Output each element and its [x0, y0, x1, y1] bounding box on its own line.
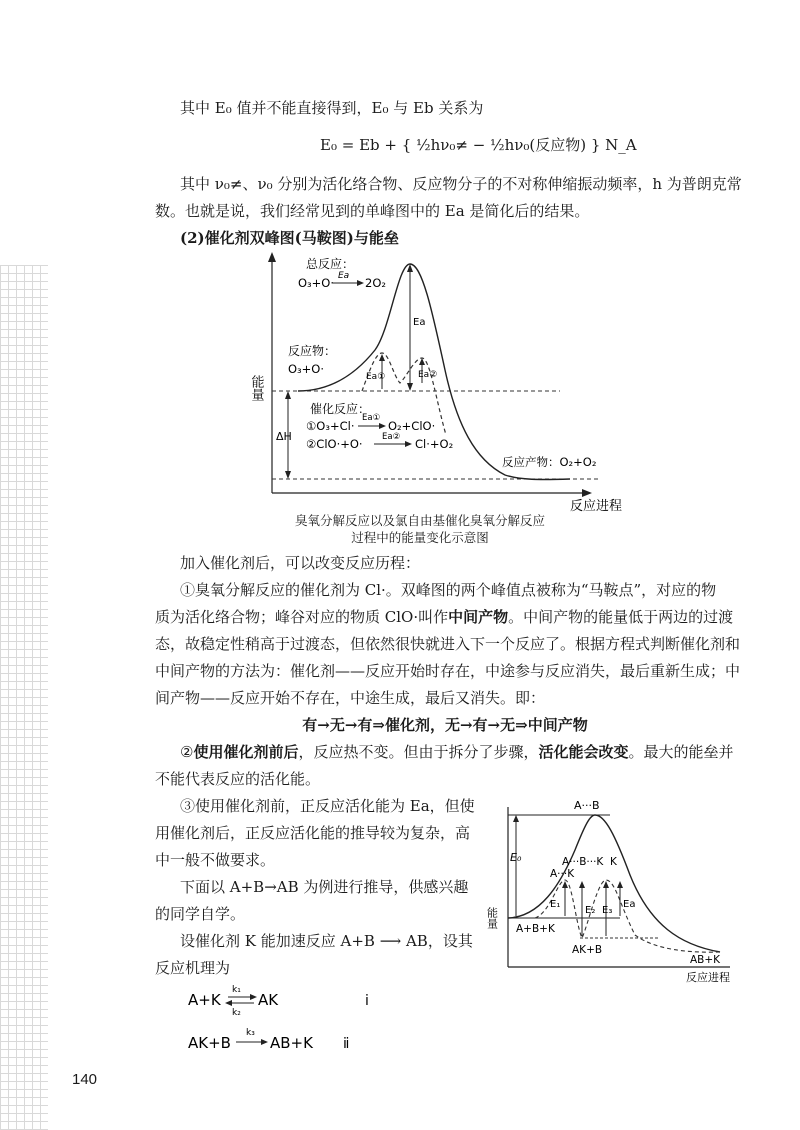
- e0-label: E₀: [510, 851, 522, 864]
- p6-line2: 反应机理为: [155, 959, 231, 977]
- intro-line3: 数。也就是说，我们经常见到的单峰图中的 Ea 是简化后的结果。: [155, 202, 590, 220]
- ts2-label: A···B···K: [562, 856, 604, 868]
- p4-line2: 用催化剂后，正反应活化能的推导较为复杂，高: [155, 824, 471, 842]
- e1-label: E₁: [550, 899, 561, 910]
- mechanism-equations: [180, 980, 380, 1060]
- intro-line2: 其中 ν₀≠、ν₀ 分别为活化络合物、反应物分子的不对称伸缩振动频率，h 为普朗克常: [180, 175, 742, 193]
- step1-right: O₂+ClO·: [388, 419, 436, 433]
- top-label: A···B: [574, 799, 600, 812]
- eq1-right: AK: [258, 991, 279, 1009]
- ts1-label: A···K: [550, 868, 575, 880]
- caption-line1: 臭氧分解反应以及氯自由基催化臭氧分解反应: [294, 513, 545, 528]
- p2-line4: 中间产物的方法为：催化剂——反应开始时存在，中途参与反应消失，最后重新生成；中: [155, 662, 741, 680]
- eq1-tag: ⅰ: [365, 993, 369, 1009]
- eq1-k2: k₂: [232, 1008, 241, 1018]
- svg-text:K: K: [610, 856, 617, 868]
- e3-label: E₃: [602, 905, 613, 916]
- p2-line2: 质为活化络合物；峰谷对应的物质 ClO·叫作中间产物。中间产物的能量低于两边的过渡: [155, 608, 734, 626]
- energy-diagram-2: [485, 795, 740, 990]
- catalyzed-curve: [535, 880, 720, 952]
- rule-line: 有→无→有⇒催化剂，无→有→无⇒中间产物: [302, 716, 588, 734]
- intermediate-label: AK+B: [572, 944, 603, 956]
- products-label: AB+K: [690, 954, 721, 966]
- e2-label: E₂: [585, 905, 596, 916]
- eq1-k1: k₁: [232, 985, 241, 995]
- ea-label: Ea: [413, 317, 426, 328]
- overall-product: 2O₂: [365, 276, 386, 290]
- x-axis-label: 反应进程: [686, 971, 730, 984]
- p5-line2: 的同学自学。: [155, 905, 246, 923]
- y-axis-label: 能量: [485, 907, 499, 929]
- ea-label: Ea: [623, 899, 636, 910]
- p4-line1: ③使用催化剂前，正反应活化能为 Ea，但使: [180, 797, 475, 815]
- step2-right: Cl·+O₂: [415, 437, 454, 451]
- section-title: (2)催化剂双峰图(马鞍图)与能垒: [180, 229, 399, 247]
- overall-label: 总反应：: [306, 257, 355, 271]
- overall-eq-ea: Ea: [338, 271, 350, 281]
- catalytic-label: 催化反应：: [310, 402, 371, 416]
- grid-margin-decoration: [0, 265, 48, 1130]
- p2-line1: ①臭氧分解反应的催化剂为 Cl·。双峰图的两个峰值点被称为“马鞍点”，对应的物: [180, 581, 717, 599]
- caption-line2: 过程中的能量变化示意图: [351, 530, 489, 545]
- y-axis-arrow: [268, 252, 276, 262]
- eq1-left: A+K: [188, 991, 221, 1009]
- x-axis-label: 反应进程: [570, 499, 623, 514]
- eq2-k3: k₃: [246, 1028, 255, 1038]
- p3-line2: 不能代表反应的活化能。: [155, 770, 321, 788]
- p2-line5: 间产物——反应开始不存在，中途生成，最后又消失。即：: [155, 689, 546, 707]
- formula-e0: E₀ = Eb + { ½hν₀≠ − ½hν₀(反应物) } N_A: [320, 136, 637, 154]
- step1-ea: Ea①: [362, 413, 381, 423]
- reactants-label: A+B+K: [516, 923, 555, 935]
- product-label: 反应产物：O₂+O₂: [502, 455, 597, 469]
- reactant-label: 反应物：: [288, 344, 337, 358]
- intro-line1: 其中 E₀ 值并不能直接得到，E₀ 与 Eb 关系为: [180, 99, 484, 117]
- eq2-tag: ⅱ: [343, 1036, 350, 1052]
- term-intermediate: 中间产物: [448, 608, 509, 626]
- p2-line3: 态，故稳定性稍高于过渡态，但依然很快就进入下一个反应了。根据方程式判断催化剂和: [155, 635, 741, 653]
- reactant: O₃+O·: [288, 362, 325, 376]
- dh-label: ΔH: [276, 430, 292, 443]
- energy-diagram-1: [250, 250, 650, 515]
- figure1-caption: [250, 512, 590, 546]
- ea2-label: Ea②: [418, 370, 438, 380]
- overall-eq: O₃+O·: [298, 276, 335, 290]
- eq2-left: AK+B: [188, 1034, 231, 1052]
- step1-left: ①O₃+Cl·: [306, 419, 355, 433]
- p3-line1: ②使用催化剂前后，反应热不变。但由于拆分了步骤，活化能会改变。最大的能垒并: [180, 743, 734, 761]
- step2-left: ②ClO·+O·: [306, 437, 363, 451]
- page-number: 140: [72, 1071, 98, 1088]
- eq2-right: AB+K: [270, 1034, 313, 1052]
- y-axis-label: 能量: [248, 375, 264, 401]
- p6-line1: 设催化剂 K 能加速反应 A+B ⟶ AB，设其: [180, 932, 473, 950]
- p1: 加入催化剂后，可以改变反应历程：: [180, 554, 421, 572]
- p4-line3: 中一般不做要求。: [155, 851, 276, 869]
- x-axis-arrow: [582, 489, 592, 497]
- step2-ea: Ea②: [382, 432, 401, 442]
- ea1-label: Ea①: [366, 372, 386, 382]
- p5-line1: 下面以 A+B→AB 为例进行推导，供感兴趣: [180, 878, 469, 896]
